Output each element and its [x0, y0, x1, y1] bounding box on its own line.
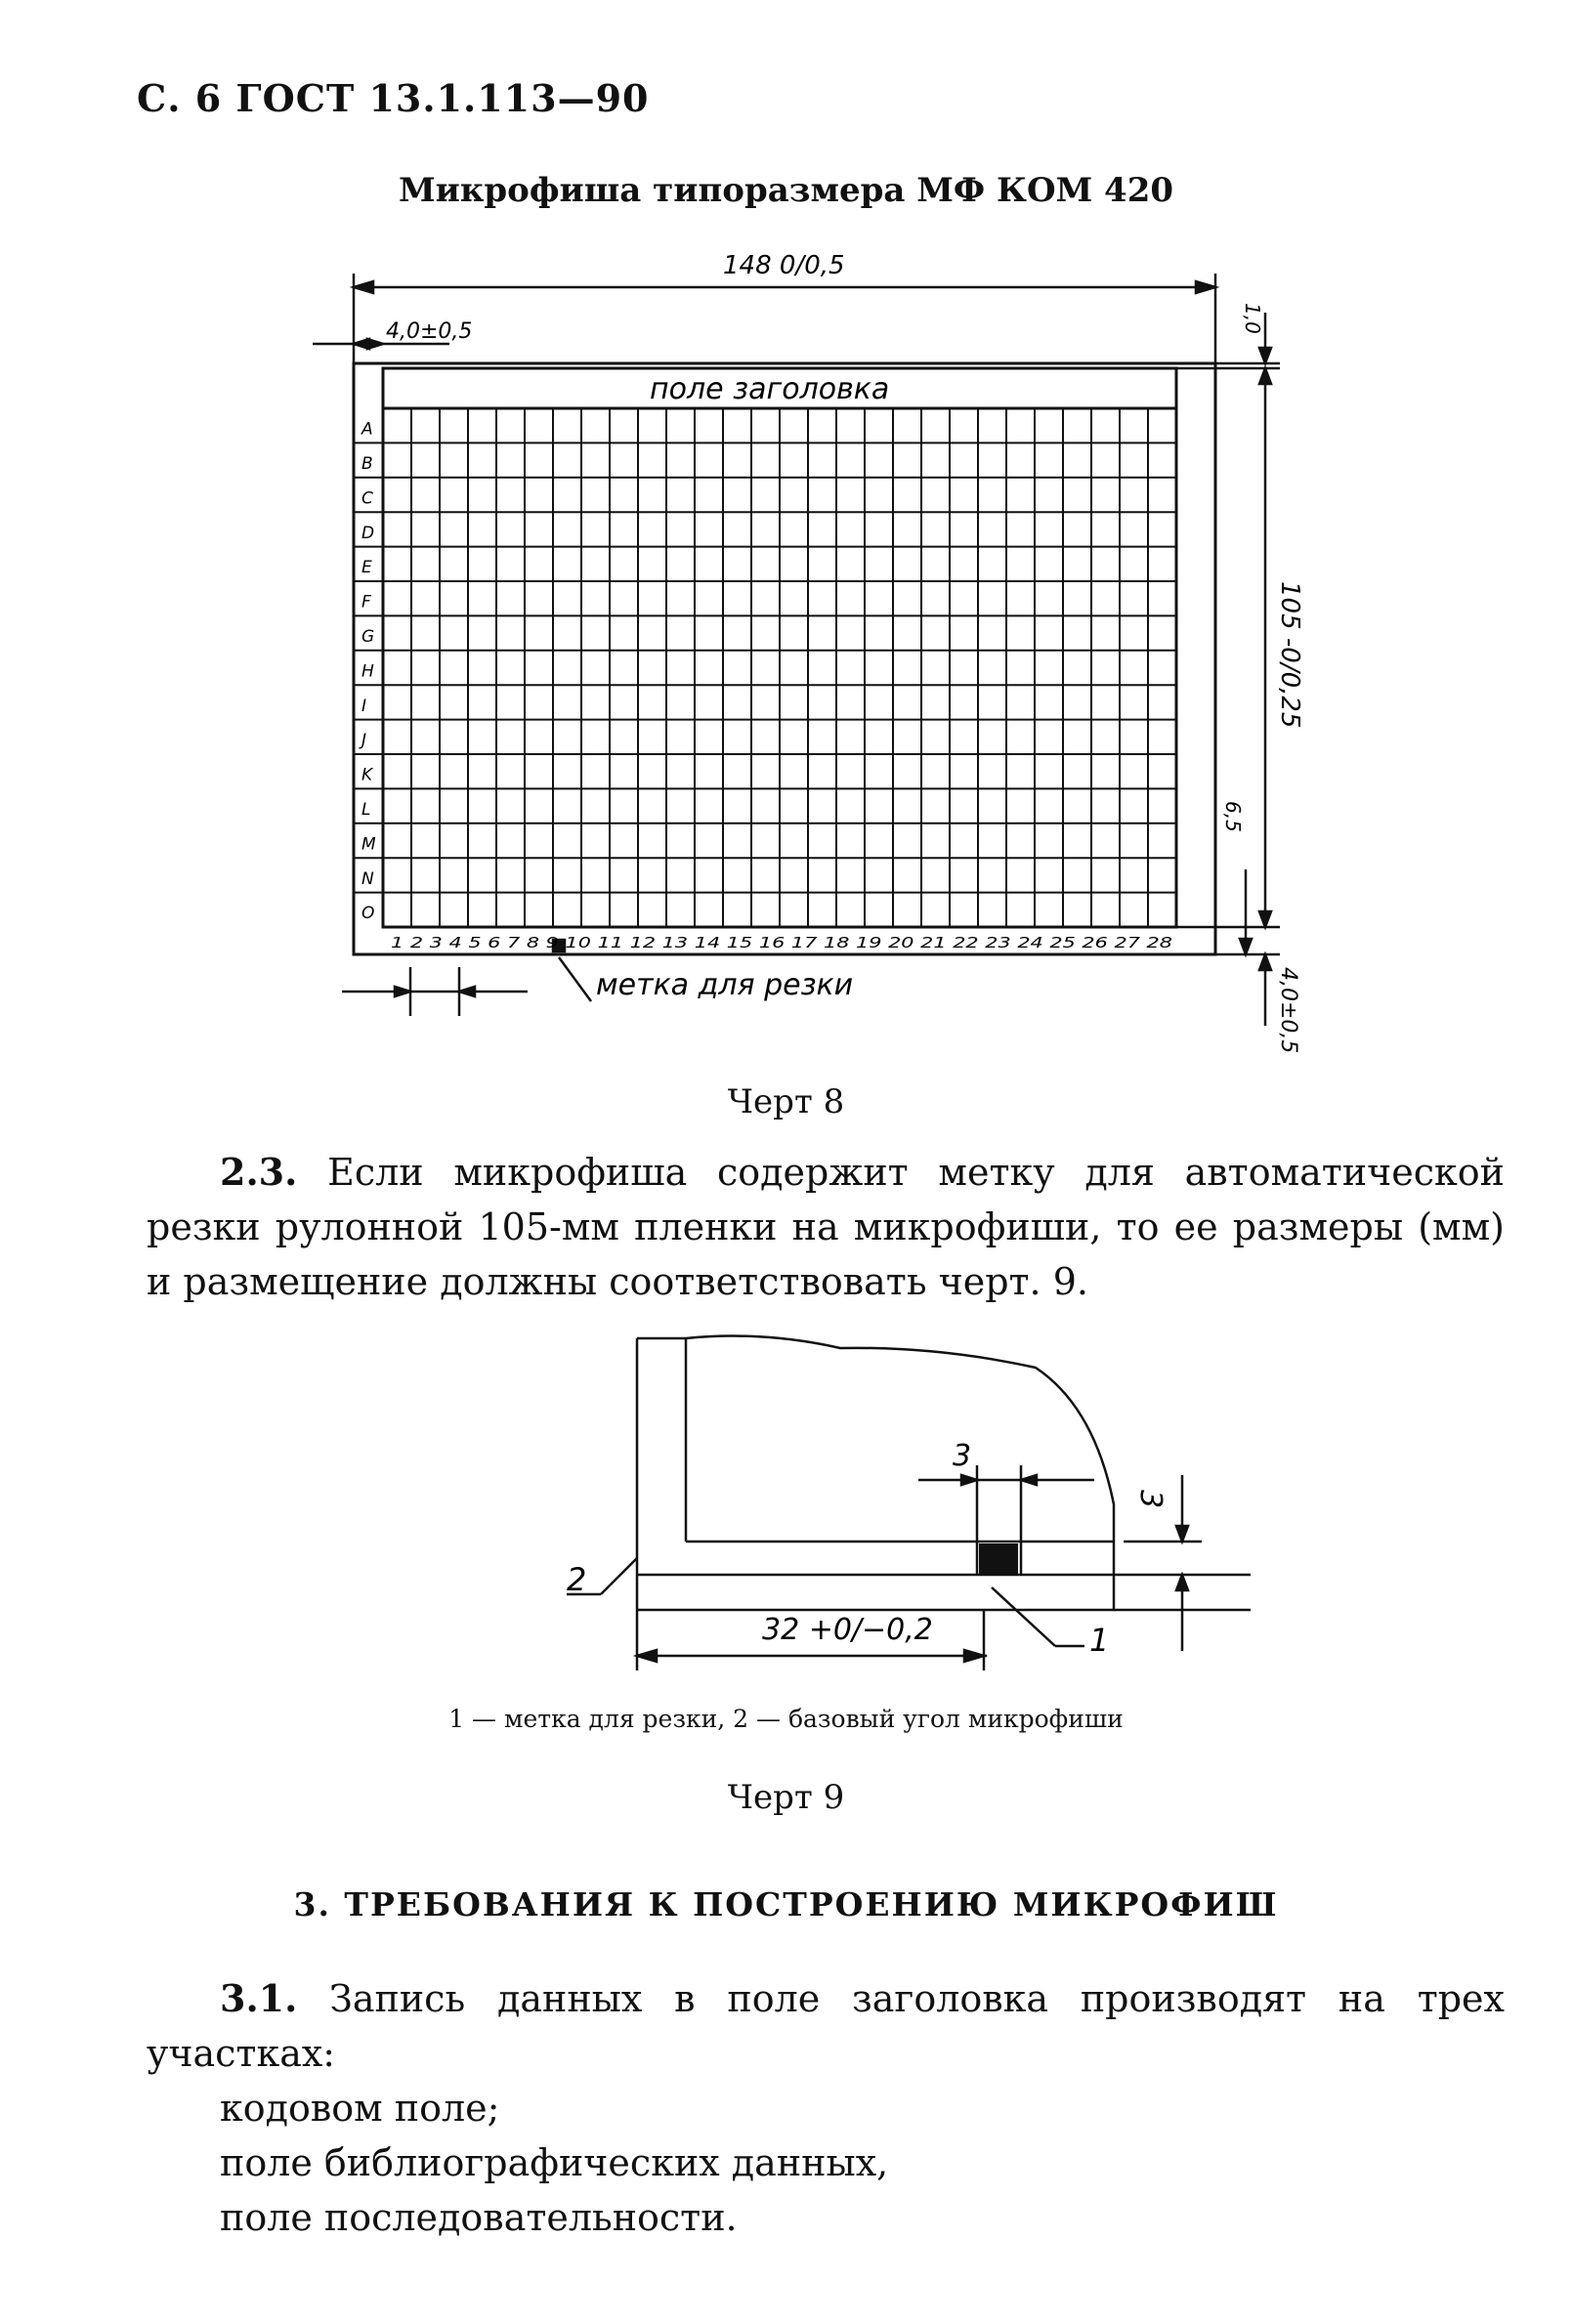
figure-8-caption: Черт 8 — [727, 1082, 845, 1121]
fig8-header-field-label: поле заголовка — [650, 372, 890, 406]
fig9-callout-1: 1 — [1089, 1622, 1110, 1659]
row-letter: B — [361, 453, 373, 474]
row-letter: A — [361, 419, 373, 440]
paragraph-3-1-number: 3.1. — [220, 1976, 298, 2020]
figure-9-legend: 1 — метка для резки, 2 — базовый угол микрофиши — [448, 1705, 1124, 1733]
list-item-bibliographic-field: поле библиографических данных, — [220, 2141, 889, 2184]
row-letter: H — [361, 661, 374, 682]
page-header: С. 6 ГОСТ 13.1.113—90 — [137, 76, 650, 120]
row-letter: L — [361, 799, 371, 820]
fig8-left-offset-label: 4,0±0,5 — [386, 319, 473, 344]
row-letter: J — [361, 731, 367, 751]
paragraph-2-3-text: Если микрофиша содержит метку для автоматической резки рулонной 105-мм пленки на микрофиши, то ее размеры (мм) и размещение должны соответствовать черт. 9. — [147, 1151, 1505, 1303]
fig9-distance-label: 32 +0/−0,2 — [762, 1613, 933, 1647]
figure-9-caption: Черт 9 — [727, 1778, 845, 1817]
paragraph-2-3-number: 2.3. — [220, 1150, 298, 1194]
row-letter: M — [361, 834, 376, 855]
row-letter: D — [361, 523, 375, 543]
paragraph-2-3 — [147, 1145, 1505, 1309]
row-letter: I — [361, 696, 367, 716]
section-3-title: 3. ТРЕБОВАНИЯ К ПОСТРОЕНИЮ МИКРОФИШ — [293, 1885, 1279, 1923]
row-letter: E — [361, 558, 372, 578]
row-letter: O — [361, 904, 375, 924]
paragraph-3-1 — [147, 1971, 1505, 2081]
fig8-right-bottom-label: 6,5 — [1221, 801, 1245, 832]
figure-9-drawing — [528, 1329, 1211, 1700]
row-letter: K — [361, 765, 373, 785]
row-letter: G — [361, 626, 375, 647]
fig8-column-numbers: 1 2 3 4 5 6 7 8 9 10 11 12 13 14 15 16 17 18 19 20 21 22 23 24 25 26 27 28 — [391, 934, 1172, 951]
fig9-mark-width-label: 3 — [953, 1439, 972, 1473]
row-letter: F — [361, 592, 371, 613]
list-item-sequence-field: поле последовательности. — [220, 2196, 738, 2239]
fig8-cut-mark-label: метка для резки — [596, 968, 854, 1002]
figure-8-drawing — [313, 244, 1304, 1054]
figure-8-title: Микрофиша типоразмера МФ КОМ 420 — [398, 171, 1174, 210]
fig8-width-label: 148 0/0,5 — [723, 251, 845, 280]
fig8-height-label: 105 ‑0/0,25 — [1275, 581, 1304, 729]
paragraph-3-1-text: Запись данных в поле заголовка производят на трех участках: — [147, 1977, 1505, 2075]
row-letter: C — [361, 488, 373, 509]
fig8-top-right-label: 1,0 — [1241, 303, 1264, 334]
list-item-code-field: кодовом поле; — [220, 2087, 500, 2130]
fig9-callout-2: 2 — [567, 1561, 587, 1598]
fig9-mark-height-label: 3 — [1133, 1490, 1168, 1509]
row-letter: N — [361, 868, 374, 889]
fig8-bottom-offset-label: 4,0±0,5 — [1276, 967, 1300, 1054]
